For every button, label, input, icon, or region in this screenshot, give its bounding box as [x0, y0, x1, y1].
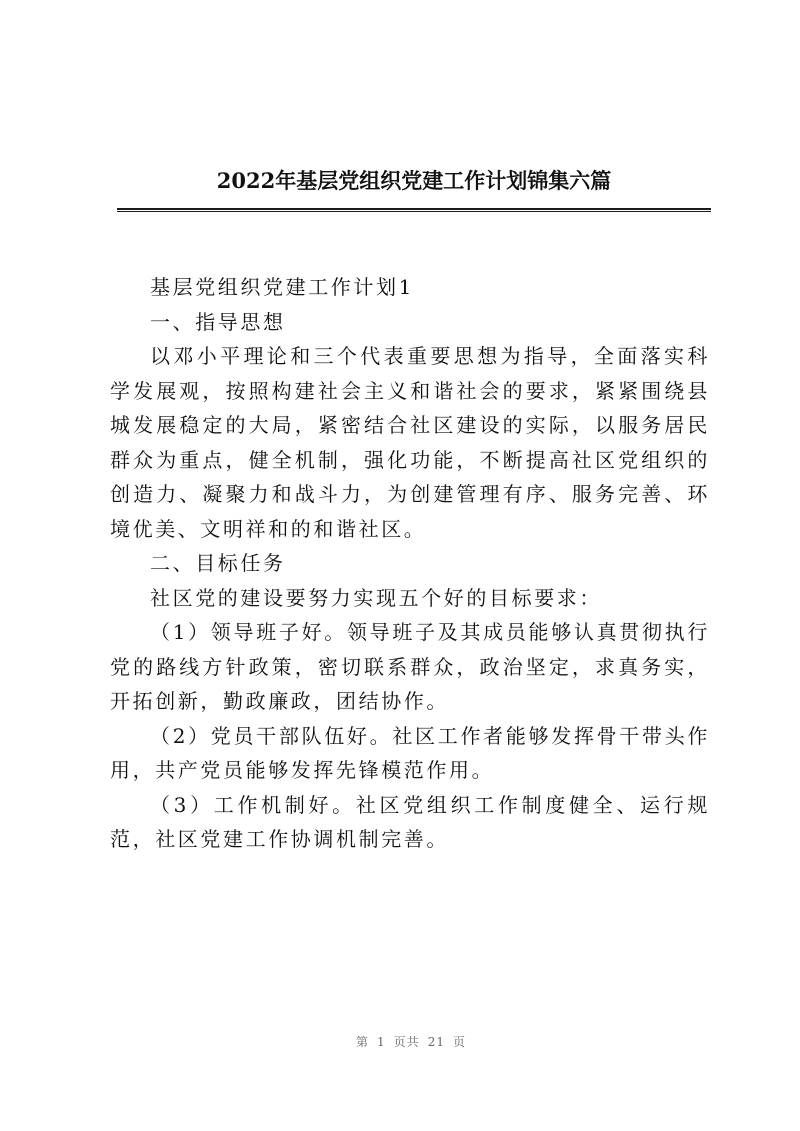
section-heading-plan-1: 基层党组织党建工作计划1 [150, 275, 414, 299]
footer-page-suffix: 页 [452, 1035, 466, 1049]
title-divider [117, 208, 711, 212]
paragraph-guiding-ideology: 以邓小平理论和三个代表重要思想为指导，全面落实科学发展观，按照构建社会主义和谐社会的要求，紧紧围绕县城发展稳定的大局，紧密结合社区建设的实际，以服务居民群众为重点，健全机制，强化功能，不断提高社区党组织的创造力、凝聚力和战斗力，为创建管理有序、服务完善、环境优美、文明祥和的和谐社区。 [110, 344, 710, 541]
footer-page-number: 1 [377, 1035, 386, 1049]
footer-total-pages: 21 [427, 1035, 445, 1049]
paragraph-goal-1: （1）领导班子好。领导班子及其成员能够认真贯彻执行党的路线方针政策，密切联系群众，政治坚定，求真务实，开拓创新，勤政廉政，团结协作。 [110, 620, 710, 713]
page-footer [0, 1033, 800, 1050]
paragraph-goal-2: （2）党员干部队伍好。社区工作者能够发挥骨干带头作用，共产党员能够发挥先锋模范作用。 [110, 723, 710, 782]
footer-page-mid: 页共 [393, 1035, 420, 1049]
paragraph-goals-intro: 社区党的建设要努力实现五个好的目标要求： [150, 585, 602, 610]
document-body [110, 270, 710, 857]
section-heading-guiding-ideology: 一、指导思想 [150, 309, 286, 334]
footer-page-prefix: 第 [356, 1035, 370, 1049]
paragraph-goal-3: （3）工作机制好。社区党组织工作制度健全、运行规范，社区党建工作协调机制完善。 [110, 792, 710, 851]
document-title: 2022年基层党组织党建工作计划锦集六篇 [216, 168, 612, 193]
section-heading-goals: 二、目标任务 [150, 551, 286, 575]
